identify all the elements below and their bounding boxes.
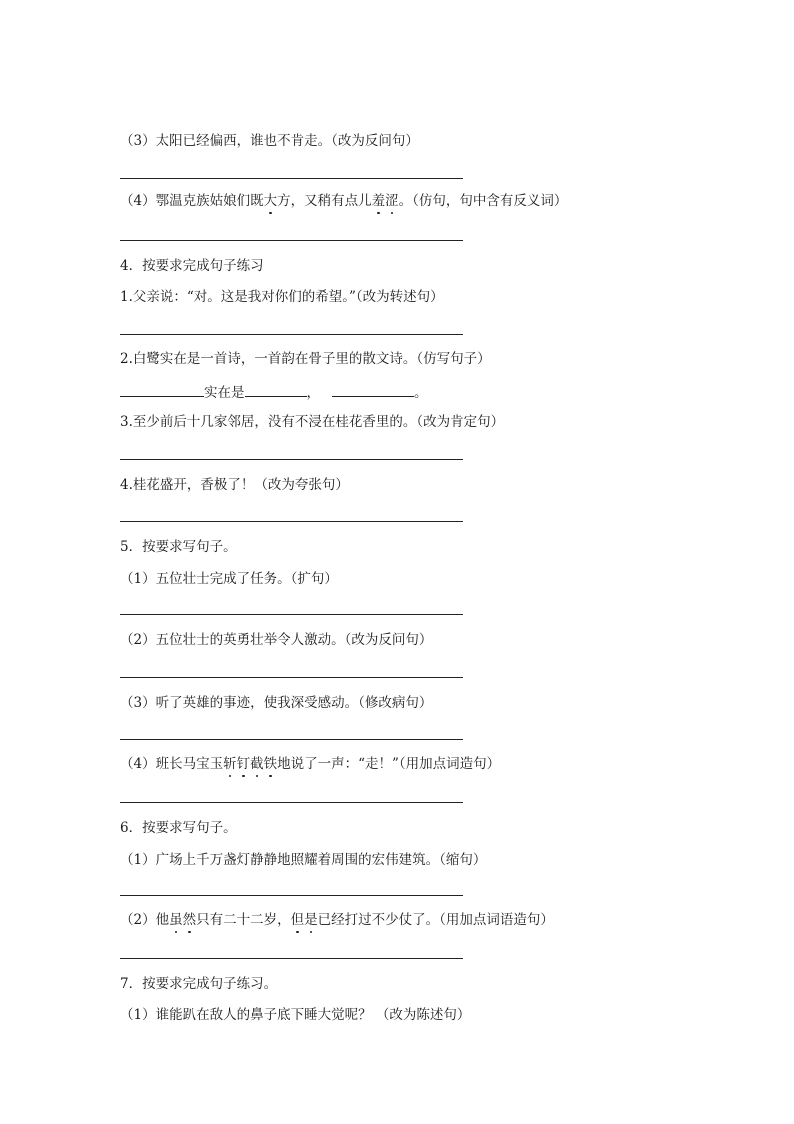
- answer-line[interactable]: [120, 677, 463, 678]
- answer-line[interactable]: [120, 739, 463, 740]
- item-4-imitate-antonym: （4）鄂温克族姑娘们既大方，又稍有点儿羞涩。（仿句，句中含有反义词）: [120, 193, 568, 209]
- answer-line[interactable]: [120, 178, 463, 179]
- answer-line[interactable]: [120, 802, 463, 803]
- emphasis-dot-char: 钉: [236, 756, 251, 772]
- q5-3-correct-error: （3）听了英雄的事迹，使我深受感动。（修改病句）: [120, 695, 433, 711]
- answer-line[interactable]: [120, 459, 463, 460]
- emphasis-dot-char: 但: [290, 912, 305, 928]
- q4-3-affirmative: 3.至少前后十几家邻居，没有不浸在桂花香里的。（改为肯定句）: [120, 414, 505, 430]
- q4-1-indirect-speech: 1.父亲说：“对。这是我对你们的希望。”（改为转述句）: [120, 289, 444, 305]
- q4-2-fill-in-row: 实在是 ， 。: [120, 382, 428, 402]
- answer-line[interactable]: [120, 521, 463, 522]
- emphasis-dot-char: 斩: [223, 756, 237, 772]
- q7-1-declarative: （1）谁能趴在敌人的鼻子底下睡大觉呢？ （改为陈述句）: [120, 1007, 471, 1023]
- q6-1-shorten: （1）广场上千万盏灯静静地照耀着周围的宏伟建筑。（缩句）: [120, 852, 487, 868]
- q4-2-imitate-sentence: 2.白鹭实在是一首诗，一首韵在骨子里的散文诗。（仿写句子）: [120, 351, 491, 367]
- q6-2-use-dotted-words: （2）他虽然只有二十二岁，但是已经打过不少仗了。（用加点词语造句）: [120, 912, 554, 928]
- item-3-change-to-rhetorical: （3）太阳已经偏西，谁也不肯走。（改为反问句）: [120, 133, 419, 149]
- section-5-heading: 5．按要求写句子。: [120, 539, 237, 555]
- q5-2-rhetorical: （2）五位壮士的英勇壮举令人激动。（改为反问句）: [120, 632, 433, 648]
- answer-line[interactable]: [120, 240, 463, 241]
- section-4-heading: 4．按要求完成句子练习: [120, 258, 264, 274]
- emphasis-dot-char: 铁: [263, 756, 278, 772]
- q4-4-exaggeration: 4.桂花盛开，香极了！（改为夸张句）: [120, 477, 349, 493]
- answer-line[interactable]: [120, 895, 463, 896]
- emphasis-dot-char: 是: [304, 912, 318, 928]
- emphasis-dot-char: 羞: [371, 193, 386, 209]
- emphasis-dot-char: 虽: [169, 912, 183, 928]
- emphasis-dot-char: 截: [250, 756, 264, 772]
- answer-line[interactable]: [120, 614, 463, 615]
- q5-1-expand: （1）五位壮士完成了任务。（扩句）: [120, 571, 338, 587]
- emphasis-dot-char: 涩: [385, 193, 399, 209]
- emphasis-dot-char: 大: [263, 193, 278, 209]
- fill-blank-1[interactable]: [120, 382, 204, 397]
- q5-4-use-dotted-word: （4）班长马宝玉斩钉截铁地说了一声：“走！”（用加点词造句）: [120, 756, 501, 772]
- answer-line[interactable]: [120, 958, 463, 959]
- section-7-heading: 7．按要求完成句子练习。: [120, 976, 278, 992]
- answer-line[interactable]: [120, 334, 463, 335]
- fill-blank-3[interactable]: [332, 382, 414, 397]
- fill-blank-2[interactable]: [245, 382, 307, 397]
- section-6-heading: 6．按要求写句子。: [120, 820, 237, 836]
- emphasis-dot-char: 然: [182, 912, 197, 928]
